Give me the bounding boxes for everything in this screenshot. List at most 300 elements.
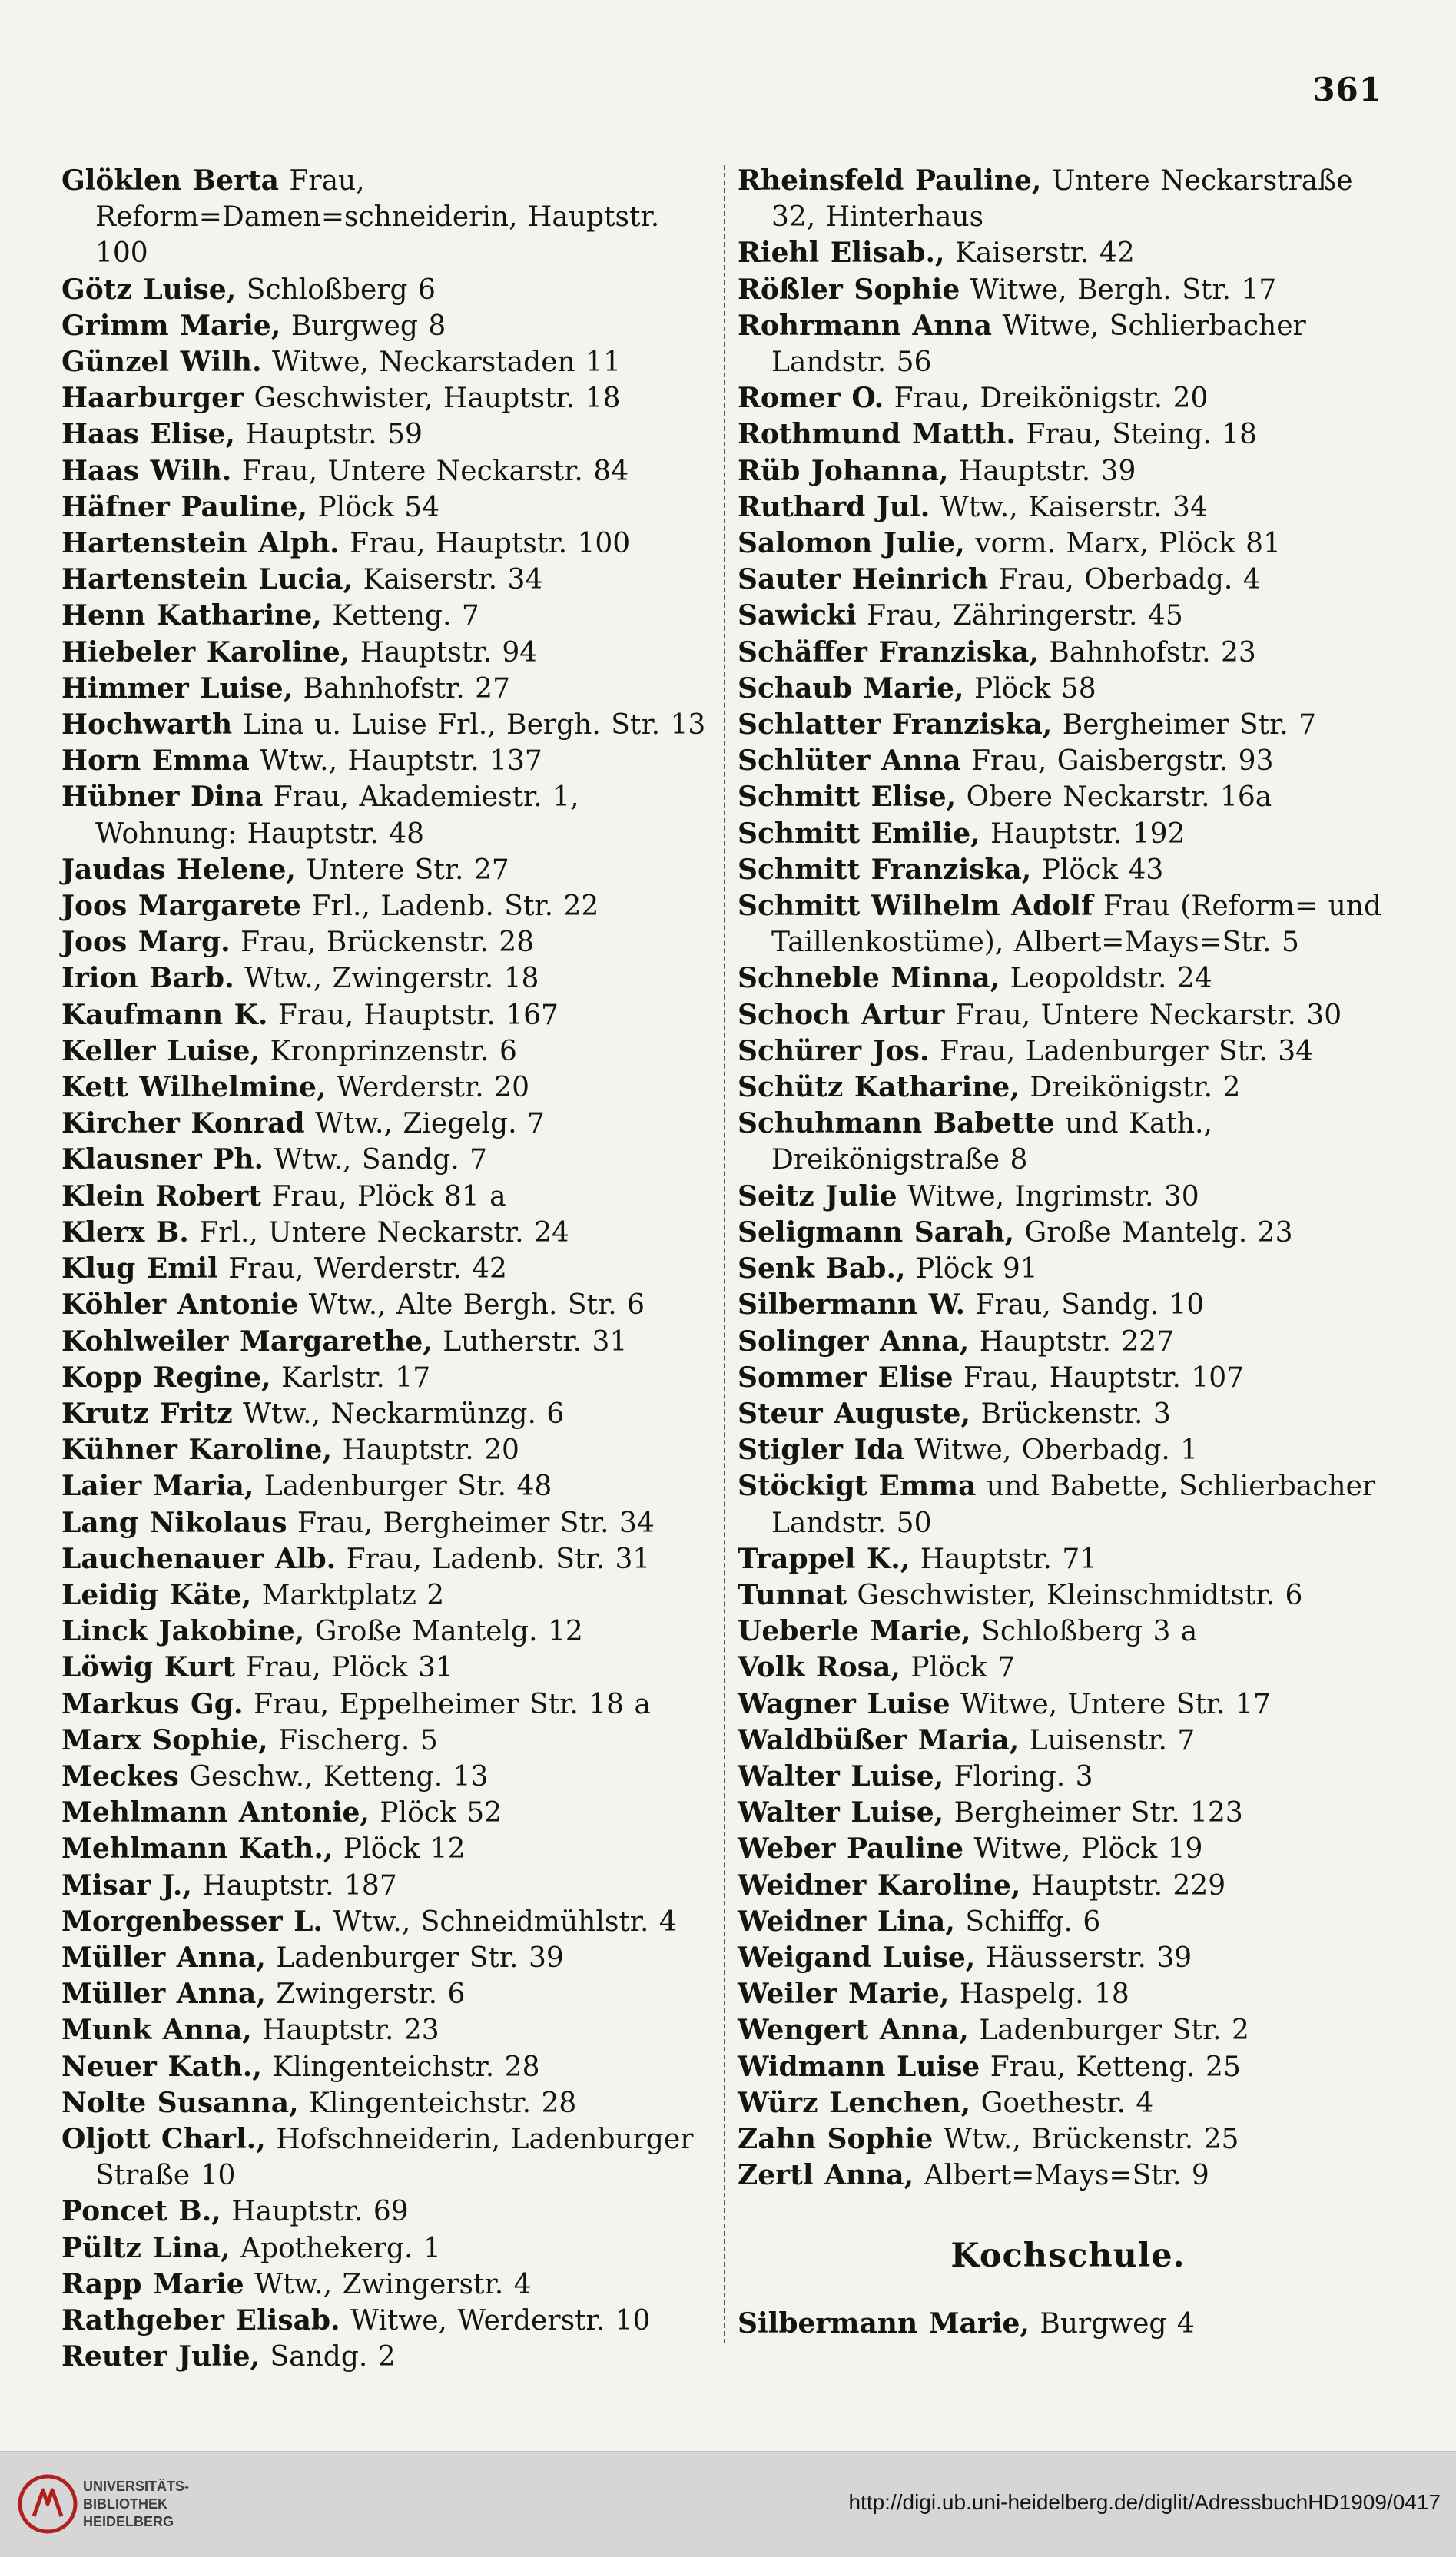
entry-details: Hauptstr. 94 [360, 636, 538, 668]
entry-name: Schmitt Wilhelm Adolf [738, 890, 1093, 923]
directory-entry [61, 1106, 715, 1142]
entry-details: Wtw., Zwingerstr. 4 [254, 2268, 532, 2300]
entry-name: Schütz Katharine, [738, 1071, 1020, 1104]
directory-entry [61, 779, 715, 851]
entry-name: Riehl Elisab., [738, 237, 945, 270]
entry-name: Seitz Julie [738, 1179, 897, 1212]
entry-details: Dreikönigstr. 2 [1030, 1072, 1241, 1104]
entry-details: Kaiserstr. 42 [954, 237, 1135, 270]
directory-entry [61, 344, 715, 380]
right-column [738, 163, 1398, 2343]
entry-details: Hauptstr. 187 [202, 1869, 397, 1902]
entry-details: Frau, Zähringerstr. 45 [866, 600, 1183, 632]
directory-entry [738, 743, 1398, 779]
entry-name: Schuhmann Babette [738, 1107, 1055, 1140]
entry-name: Müller Anna, [61, 1978, 266, 2011]
entry-details: Plöck 54 [317, 491, 440, 523]
directory-entry [61, 852, 715, 888]
entry-details: Frau, Plöck 31 [245, 1652, 453, 1684]
directory-entry [738, 2012, 1398, 2048]
directory-entry [61, 2267, 715, 2303]
entry-name: Linck Jakobine, [61, 1615, 305, 1648]
entry-details: Bahnhofstr. 23 [1049, 636, 1256, 668]
entry-details: Plöck 7 [910, 1652, 1016, 1684]
directory-entry [61, 1468, 715, 1504]
entry-details: Klingenteichstr. 28 [272, 2051, 540, 2083]
directory-entry [61, 380, 715, 416]
entry-details: Ketteng. 7 [332, 600, 479, 632]
entry-name: Zahn Sophie [738, 2122, 934, 2155]
directory-entry [61, 888, 715, 924]
directory-entry [61, 1577, 715, 1613]
directory-entry [61, 1795, 715, 1831]
entry-name: Henn Katharine, [61, 599, 322, 632]
directory-entry [738, 1287, 1398, 1323]
entry-name: Hiebeler Karoline, [61, 635, 350, 668]
entry-details: Hauptstr. 71 [920, 1543, 1098, 1575]
logo-line: HEIDELBERG [83, 2514, 174, 2529]
directory-entry [738, 1396, 1398, 1432]
entry-details: Werderstr. 20 [336, 1072, 529, 1104]
directory-entry [738, 308, 1398, 380]
entry-name: Köhler Antonie [61, 1288, 299, 1322]
entry-details: Frau, Gaisbergstr. 93 [971, 745, 1274, 778]
entry-name: Misar J., [61, 1869, 192, 1902]
directory-entry [61, 671, 715, 707]
entry-details: Frau, Werderstr. 42 [228, 1253, 507, 1285]
entry-details: Luisenstr. 7 [1029, 1724, 1196, 1756]
entry-details: Apothekerg. 1 [240, 2232, 441, 2264]
entry-details: Frau, Hauptstr. 167 [277, 999, 559, 1031]
entry-name: Haarburger [61, 382, 244, 415]
university-seal-icon [17, 2473, 78, 2535]
entry-details: Wtw., Zwingerstr. 18 [244, 963, 539, 995]
entry-name: Schmitt Franziska, [738, 853, 1032, 886]
directory-entry [738, 2157, 1398, 2194]
entry-name: Salomon Julie, [738, 527, 965, 560]
entry-details: Brückenstr. 3 [980, 1398, 1171, 1430]
entry-name: Häfner Pauline, [61, 490, 307, 523]
entry-details: Kronprinzenstr. 6 [270, 1035, 517, 1067]
entry-name: Himmer Luise, [61, 672, 294, 705]
directory-entry [61, 743, 715, 779]
entry-name: Tunnat [738, 1578, 847, 1611]
directory-entry [61, 1033, 715, 1070]
directory-entry [738, 1468, 1398, 1541]
directory-entry [738, 2049, 1398, 2085]
entry-name: Löwig Kurt [61, 1651, 235, 1684]
entry-name: Seligmann Sarah, [738, 1215, 1015, 1249]
directory-entry [738, 1940, 1398, 1976]
directory-entry [738, 671, 1398, 707]
entry-name: Leidig Käte, [61, 1578, 252, 1611]
directory-entry [738, 1613, 1398, 1650]
directory-entry [738, 1215, 1398, 1251]
entry-name: Rüb Johanna, [738, 454, 949, 487]
entry-details: Witwe, Neckarstaden 11 [271, 347, 621, 379]
entry-name: Steur Auguste, [738, 1397, 970, 1430]
entry-name: Mehlmann Kath., [61, 1832, 333, 1866]
entry-details: Geschwister, Kleinschmidtstr. 6 [857, 1579, 1303, 1611]
directory-entry [738, 1033, 1398, 1070]
entry-details: Große Mantelg. 12 [314, 1616, 583, 1648]
directory-entry [61, 1940, 715, 1976]
directory-entry [61, 1723, 715, 1759]
entry-details: Burgweg 4 [1040, 2308, 1195, 2340]
entry-details: Plöck 52 [380, 1797, 502, 1829]
entry-name: Kircher Konrad [61, 1107, 305, 1140]
directory-entry [61, 1650, 715, 1686]
entry-details: Frau, Untere Neckarstr. 84 [241, 455, 629, 487]
right-entries [738, 163, 1398, 2194]
directory-entry [738, 1650, 1398, 1686]
directory-entry [738, 416, 1398, 453]
entry-name: Schäffer Franziska, [738, 635, 1039, 668]
directory-entry [738, 1251, 1398, 1287]
entry-details: Klingenteichstr. 28 [309, 2087, 577, 2119]
directory-entry [738, 1795, 1398, 1831]
entry-name: Weigand Luise, [738, 1941, 976, 1974]
entry-name: Hübner Dina [61, 781, 264, 814]
entry-name: Rathgeber Elisab. [61, 2303, 340, 2336]
directory-entry [61, 2049, 715, 2085]
entry-details: Plöck 91 [916, 1253, 1038, 1285]
directory-entry [61, 2121, 715, 2194]
logo-line: UNIVERSITÄTS- [83, 2479, 190, 2494]
entry-details: Frau, Hauptstr. 107 [963, 1361, 1245, 1394]
entry-details: Wtw., Hauptstr. 137 [260, 745, 542, 778]
entry-details: Ladenburger Str. 39 [276, 1942, 564, 1974]
entry-name: Weidner Lina, [738, 1905, 955, 1938]
directory-entry [61, 635, 715, 671]
entry-name: Würz Lenchen, [738, 2086, 971, 2119]
entry-name: Sommer Elise [738, 1361, 954, 1394]
entry-name: Pültz Lina, [61, 2231, 231, 2264]
directory-entry [61, 707, 715, 743]
entry-name: Joos Marg. [61, 926, 231, 959]
directory-entry [61, 924, 715, 960]
directory-entry [61, 1505, 715, 1541]
entry-name: Mehlmann Antonie, [61, 1796, 370, 1829]
entry-details: Witwe, Untere Str. 17 [960, 1688, 1271, 1720]
entry-details: Lina u. Luise Frl., Bergh. Str. 13 [242, 709, 706, 741]
directory-entry [738, 997, 1398, 1033]
entry-name: Hochwarth [61, 708, 233, 741]
entry-details: Frau, Brückenstr. 28 [240, 927, 535, 959]
entry-details: Marktplatz 2 [261, 1579, 445, 1611]
entry-details: Frau, Plöck 81 a [271, 1180, 506, 1212]
directory-entry [61, 2012, 715, 2048]
directory-entry [738, 2085, 1398, 2121]
entry-details: Wtw., Kaiserstr. 34 [940, 491, 1208, 523]
entry-details: und Kath., Dreikönigstraße 8 [771, 1108, 1212, 1176]
directory-entry [61, 1904, 715, 1940]
entry-name: Laier Maria, [61, 1470, 254, 1503]
entry-details: Bergheimer Str. 7 [1062, 709, 1317, 741]
directory-entry [738, 1432, 1398, 1468]
entry-details: Hauptstr. 59 [245, 419, 423, 451]
directory-entry [738, 235, 1398, 271]
entry-name: Solinger Anna, [738, 1325, 970, 1358]
directory-entry [61, 997, 715, 1033]
entry-name: Neuer Kath., [61, 2050, 262, 2083]
entry-details: und Babette, Schlierbacher Landstr. 50 [771, 1471, 1376, 1539]
entry-details: Frau, Akademiestr. 1, Wohnung: Hauptstr. 48 [95, 781, 579, 850]
entry-details: vorm. Marx, Plöck 81 [975, 528, 1281, 560]
entry-details: Floring. 3 [954, 1760, 1093, 1793]
entry-name: Poncet B., [61, 2195, 221, 2228]
entry-details: Witwe, Bergh. Str. 17 [970, 274, 1277, 306]
entry-details: Sandg. 2 [270, 2341, 396, 2373]
directory-entry [738, 562, 1398, 598]
directory-entry [738, 526, 1398, 562]
directory-entry [738, 960, 1398, 997]
entry-name: Lauchenauer Alb. [61, 1542, 337, 1575]
entry-name: Stigler Ida [738, 1434, 904, 1467]
directory-entry [738, 635, 1398, 671]
entry-details: Frau, Oberbadg. 4 [998, 564, 1261, 596]
directory-entry [61, 1287, 715, 1323]
entry-name: Munk Anna, [61, 2014, 252, 2047]
entry-name: Schlüter Anna [738, 745, 961, 778]
entry-name: Haas Wilh. [61, 454, 232, 487]
directory-entry [738, 2121, 1398, 2157]
directory-entry [738, 598, 1398, 634]
directory-entry [61, 1142, 715, 1178]
entry-details: Frau, Dreikönigstr. 20 [894, 383, 1209, 415]
directory-entry [61, 489, 715, 526]
directory-entry [738, 453, 1398, 489]
entry-details: Haspelg. 18 [959, 1978, 1129, 2011]
entry-details: Bahnhofstr. 27 [303, 672, 510, 705]
directory-entry [61, 1396, 715, 1432]
entry-name: Weidner Karoline, [738, 1869, 1021, 1902]
entry-name: Rößler Sophie [738, 273, 960, 306]
entry-details: Kaiserstr. 34 [363, 564, 543, 596]
entry-name: Keller Luise, [61, 1034, 260, 1067]
directory-entry [738, 489, 1398, 526]
directory-entry [61, 2230, 715, 2267]
entry-details: Ladenburger Str. 48 [264, 1471, 552, 1503]
entry-name: Morgenbesser L. [61, 1905, 323, 1938]
entry-details: Frau, Ketteng. 25 [990, 2051, 1241, 2083]
entry-name: Romer O. [738, 382, 884, 415]
directory-entry [61, 598, 715, 634]
entry-name: Irion Barb. [61, 962, 234, 995]
directory-entry [738, 163, 1398, 235]
entry-name: Klerx B. [61, 1215, 189, 1249]
entry-details: Hauptstr. 229 [1030, 1869, 1226, 1902]
entry-details: Häusserstr. 39 [985, 1942, 1192, 1974]
entry-details: Frau, Ladenburger Str. 34 [939, 1035, 1314, 1067]
entry-name: Silbermann Marie, [738, 2307, 1030, 2340]
directory-entry [61, 2085, 715, 2121]
entry-name: Trappel K., [738, 1542, 910, 1575]
entry-details: Frau, Hauptstr. 100 [350, 528, 631, 560]
directory-entry [738, 888, 1398, 960]
directory-entry [738, 2306, 1398, 2342]
entry-name: Walter Luise, [738, 1759, 944, 1793]
column-divider [724, 165, 725, 2343]
entry-name: Klug Emil [61, 1252, 218, 1285]
directory-entry [61, 1360, 715, 1396]
left-column [61, 163, 715, 2375]
entry-name: Nolte Susanna, [61, 2086, 299, 2119]
directory-entry [738, 1360, 1398, 1396]
entry-details: Wtw., Neckarmünzg. 6 [243, 1398, 565, 1430]
entry-name: Widmann Luise [738, 2050, 980, 2083]
entry-details: Frau, Eppelheimer Str. 18 a [253, 1688, 651, 1720]
entry-details: Bergheimer Str. 123 [954, 1797, 1243, 1829]
entry-details: Karlstr. 17 [281, 1361, 431, 1394]
entry-name: Wagner Luise [738, 1687, 950, 1720]
entry-name: Stöckigt Emma [738, 1470, 977, 1503]
directory-entry [61, 1324, 715, 1360]
entry-name: Schlatter Franziska, [738, 708, 1053, 741]
entry-name: Ueberle Marie, [738, 1615, 971, 1648]
entry-details: Schiffg. 6 [965, 1905, 1101, 1938]
entry-name: Rothmund Matth. [738, 418, 1017, 451]
entry-name: Weiler Marie, [738, 1978, 950, 2011]
entry-name: Kaufmann K. [61, 998, 268, 1031]
entry-name: Schmitt Emilie, [738, 817, 980, 850]
entry-details: Frau, Ladenb. Str. 31 [346, 1543, 651, 1575]
entry-name: Waldbüßer Maria, [738, 1723, 1020, 1756]
entry-name: Senk Bab., [738, 1252, 906, 1285]
directory-entry [61, 2339, 715, 2375]
viewer-footer [0, 2451, 1456, 2557]
entry-name: Hartenstein Alph. [61, 527, 340, 560]
entry-name: Zertl Anna, [738, 2159, 914, 2192]
entry-name: Sauter Heinrich [738, 563, 989, 596]
entry-name: Rohrmann Anna [738, 309, 992, 342]
entry-name: Reuter Julie, [61, 2340, 260, 2373]
entry-details: Hauptstr. 23 [262, 2015, 439, 2047]
entry-details: Witwe, Schlierbacher Landstr. 56 [771, 310, 1306, 379]
directory-entry [61, 416, 715, 453]
section-heading-kochschule: Kochschule. [950, 2237, 1186, 2276]
entry-details: Frau, Steing. 18 [1026, 419, 1258, 451]
source-url[interactable]: http://digi.ub.uni-heidelberg.de/diglit/AdressbuchHD1909/0417 [848, 2490, 1441, 2514]
entry-details: Obere Neckarstr. 16a [966, 781, 1272, 814]
entry-details: Hauptstr. 227 [979, 1325, 1175, 1358]
entry-details: Lutherstr. 31 [443, 1325, 628, 1358]
entry-name: Kühner Karoline, [61, 1434, 332, 1467]
entry-details: Witwe, Plöck 19 [973, 1833, 1203, 1866]
directory-entry [61, 1541, 715, 1577]
directory-entry [61, 562, 715, 598]
directory-entry [61, 2194, 715, 2230]
entry-name: Haas Elise, [61, 418, 235, 451]
entry-name: Rapp Marie [61, 2267, 244, 2300]
directory-entry [61, 2303, 715, 2339]
directory-entry [738, 1324, 1398, 1360]
entry-name: Schoch Artur [738, 998, 945, 1031]
directory-entry [61, 1432, 715, 1468]
entry-details: Plöck 58 [974, 672, 1096, 705]
directory-entry [61, 272, 715, 308]
entry-name: Schmitt Elise, [738, 781, 957, 814]
entry-details: Hauptstr. 69 [231, 2196, 409, 2228]
entry-details: Hauptstr. 20 [342, 1434, 519, 1467]
entry-details: Geschw., Ketteng. 13 [189, 1760, 489, 1793]
directory-entry [61, 526, 715, 562]
directory-entry [61, 1759, 715, 1795]
directory-entry [61, 1976, 715, 2012]
entry-name: Oljott Charl., [61, 2122, 266, 2155]
directory-entry [738, 1868, 1398, 1904]
entry-details: Fischerg. 5 [278, 1724, 438, 1756]
entry-name: Ruthard Jul. [738, 490, 930, 523]
entry-details: Frau, Untere Neckarstr. 30 [954, 999, 1342, 1031]
directory-entry [738, 1904, 1398, 1940]
entry-name: Weber Pauline [738, 1832, 964, 1866]
entry-name: Müller Anna, [61, 1941, 266, 1974]
entry-details: Wtw., Brückenstr. 25 [943, 2123, 1239, 2155]
entry-details: Frl., Untere Neckarstr. 24 [199, 1216, 569, 1249]
directory-entry [61, 1686, 715, 1723]
entry-name: Walter Luise, [738, 1796, 944, 1829]
entry-details: Frau, Sandg. 10 [975, 1289, 1205, 1322]
entry-name: Schürer Jos. [738, 1034, 930, 1067]
entry-name: Wengert Anna, [738, 2014, 969, 2047]
entry-details: Albert=Mays=Str. 9 [924, 2160, 1209, 2192]
entry-name: Klein Robert [61, 1179, 261, 1212]
directory-entry [61, 308, 715, 344]
entry-name: Rheinsfeld Pauline, [738, 164, 1042, 197]
directory-entry [61, 1070, 715, 1106]
directory-entry [738, 1976, 1398, 2012]
directory-entry [61, 1868, 715, 1904]
directory-entry [61, 1613, 715, 1650]
entry-details: Plöck 12 [343, 1833, 466, 1866]
entry-details: Frau (Reform= und Taillenkostüme), Albert=Mays=Str. 5 [771, 890, 1382, 959]
directory-entry [738, 1541, 1398, 1577]
entry-details: Geschwister, Hauptstr. 18 [254, 383, 621, 415]
logo-line: BIBLIOTHEK [83, 2496, 167, 2512]
entry-name: Götz Luise, [61, 273, 237, 306]
entry-details: Wtw., Alte Bergh. Str. 6 [308, 1289, 645, 1322]
entry-details: Frl., Ladenb. Str. 22 [311, 890, 599, 923]
entry-details: Leopoldstr. 24 [1010, 963, 1212, 995]
entry-name: Lang Nikolaus [61, 1506, 287, 1539]
entry-name: Schaub Marie, [738, 672, 964, 705]
entry-details: Untere Str. 27 [306, 854, 509, 886]
entry-details: Frau, Bergheimer Str. 34 [297, 1507, 655, 1539]
directory-entry [738, 1070, 1398, 1106]
directory-entry [738, 1759, 1398, 1795]
entry-details: Wtw., Ziegelg. 7 [315, 1108, 545, 1140]
entry-name: Grimm Marie, [61, 309, 281, 342]
entry-details: Hofschneiderin, Ladenburger Straße 10 [95, 2123, 694, 2192]
entry-details: Schloßberg 6 [246, 274, 436, 306]
directory-entry [738, 1179, 1398, 1215]
entry-details: Ladenburger Str. 2 [979, 2015, 1249, 2047]
entry-details: Witwe, Ingrimstr. 30 [907, 1180, 1199, 1212]
directory-entry [738, 1106, 1398, 1178]
entry-name: Schneble Minna, [738, 962, 1000, 995]
directory-entry [61, 1251, 715, 1287]
entry-name: Kett Wilhelmine, [61, 1071, 327, 1104]
directory-entry [738, 1577, 1398, 1613]
entry-name: Joos Margarete [61, 890, 301, 923]
entry-details: Wtw., Schneidmühlstr. 4 [333, 1905, 677, 1938]
entry-name: Kohlweiler Margarethe, [61, 1325, 433, 1358]
directory-entry [61, 1215, 715, 1251]
page-number: 361 [1312, 71, 1382, 108]
directory-entry [61, 1831, 715, 1867]
directory-entry [61, 453, 715, 489]
